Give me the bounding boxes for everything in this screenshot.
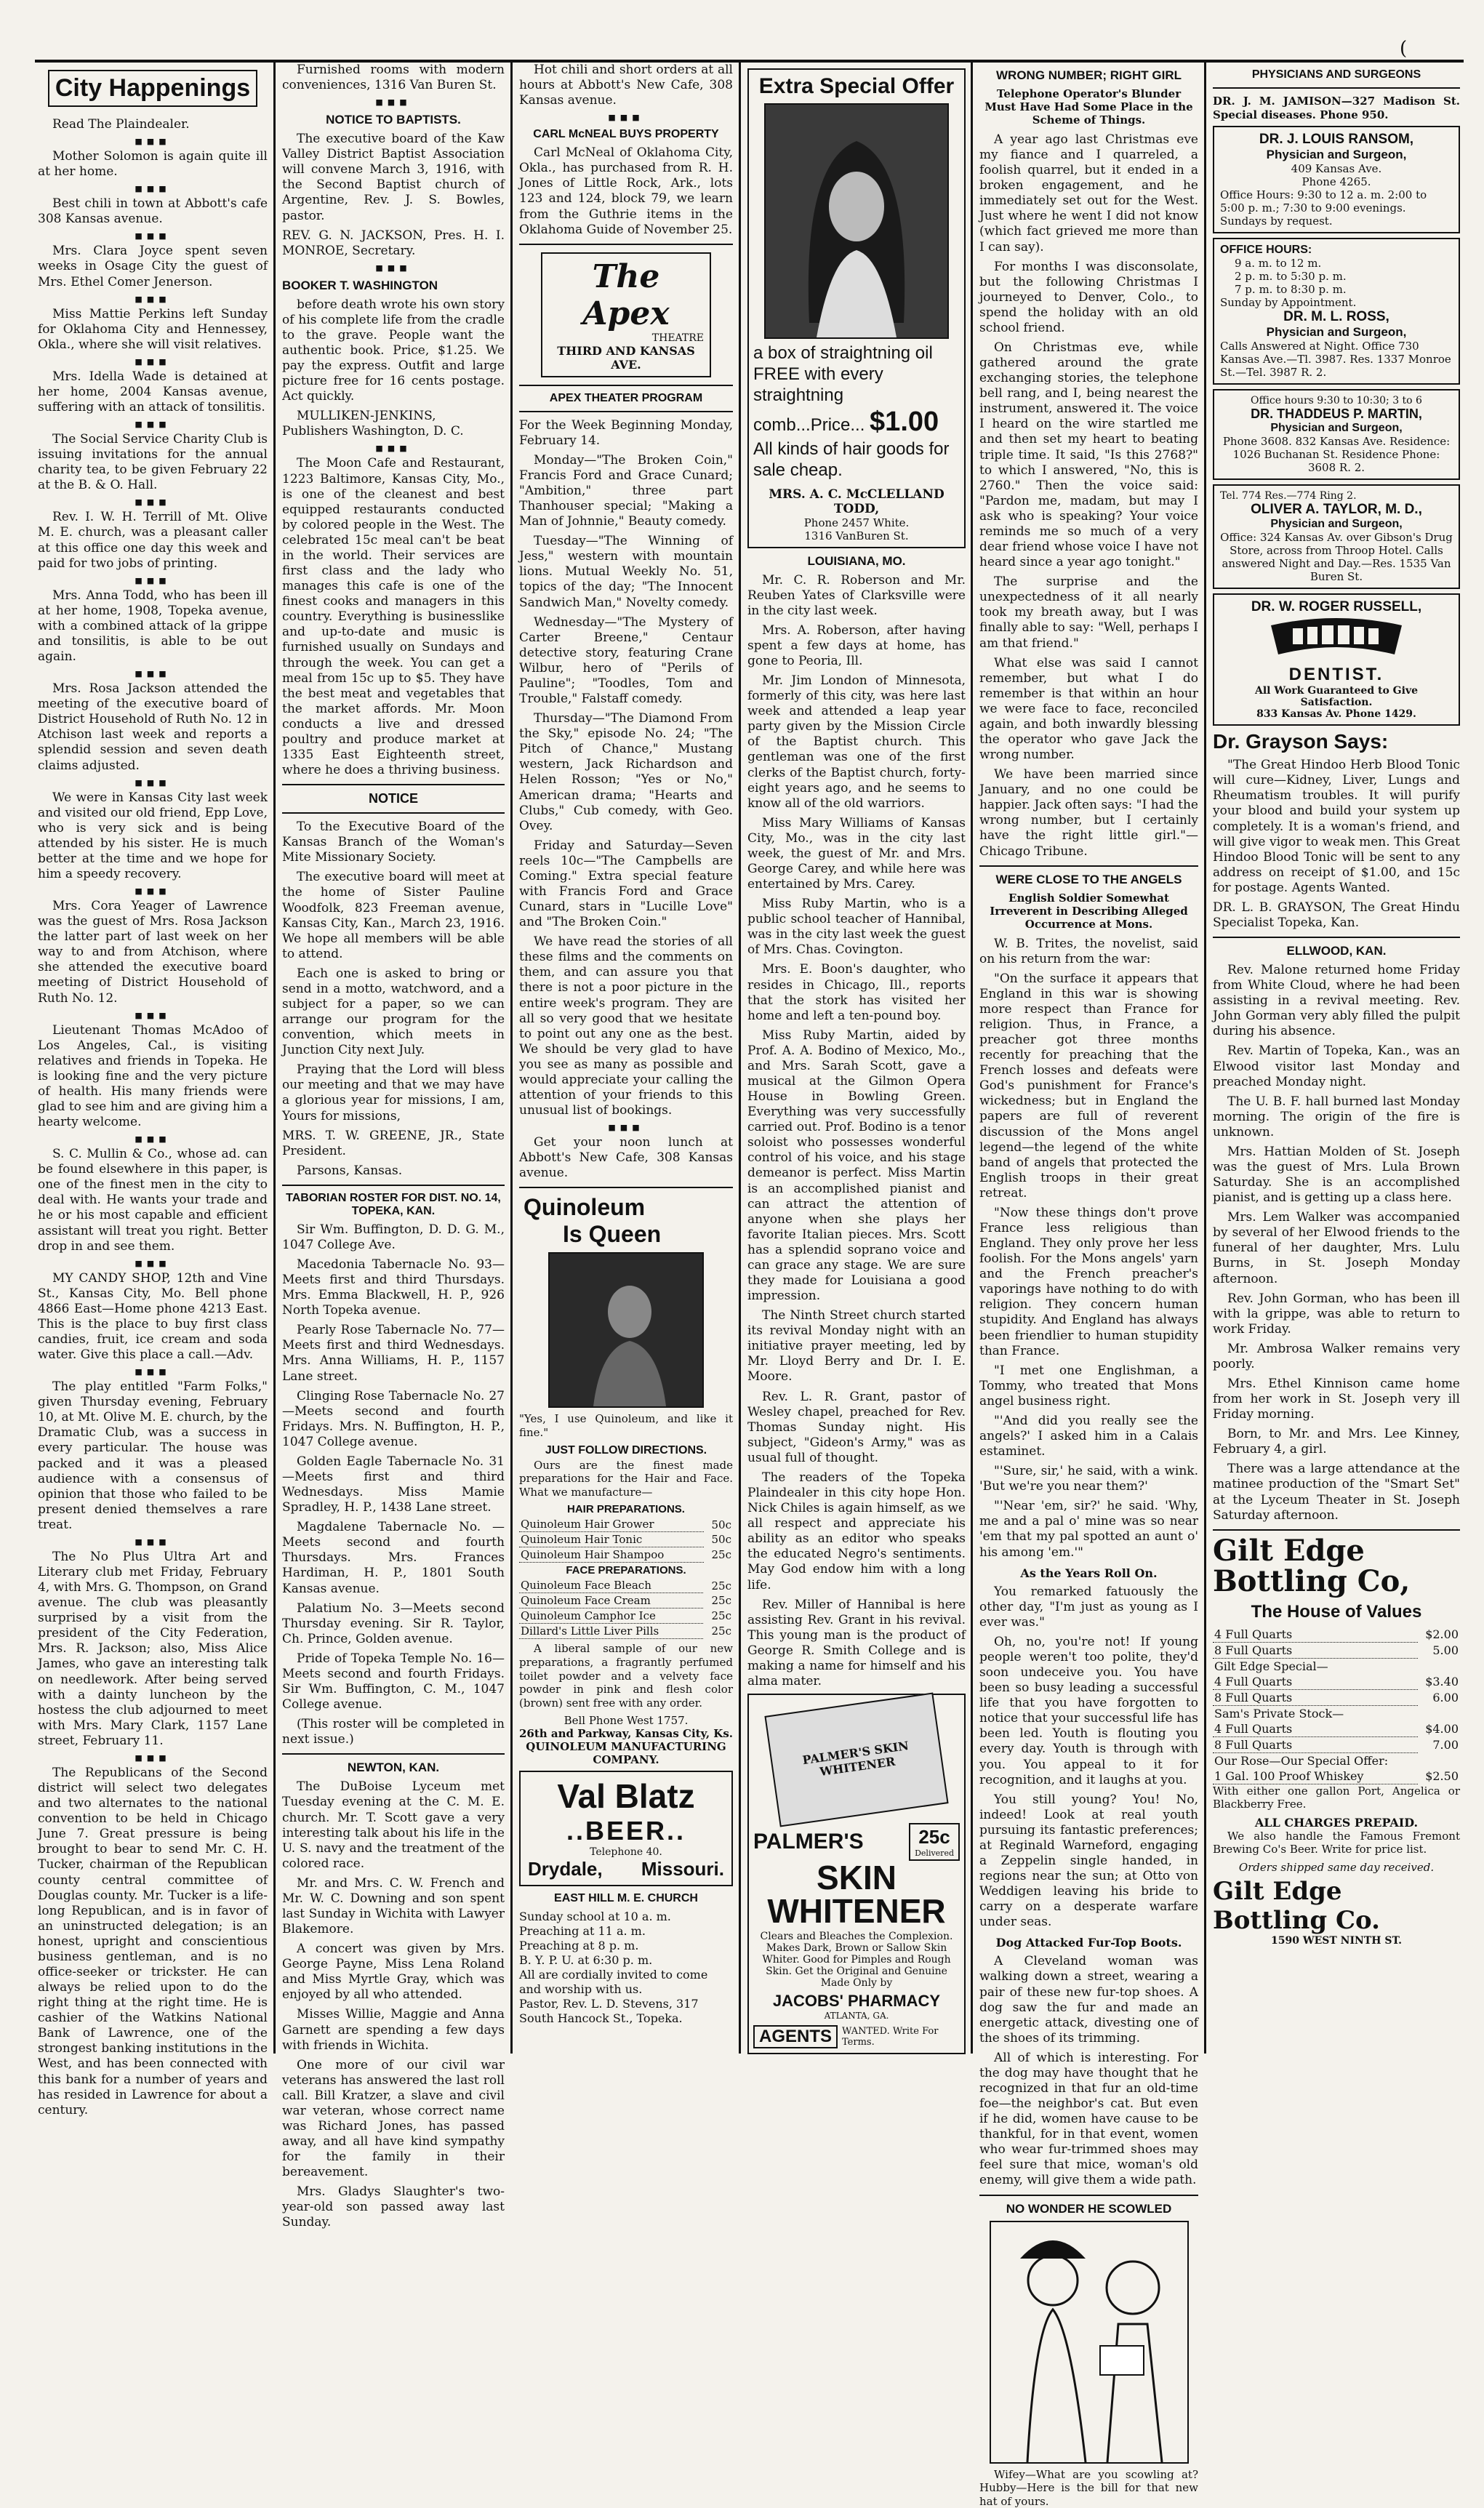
section-divider: ■■■ — [375, 97, 412, 108]
table-row: 4 Full Quarts $4.00 — [1214, 1721, 1459, 1736]
city-happenings-title-box — [48, 70, 257, 107]
quinoleum-title: Quinoleum — [524, 1194, 646, 1221]
quinoleum-portrait — [548, 1252, 704, 1408]
news-item: Mrs. Anna Todd, who has been ill at her home, 1908, Topeka avenue, with a combined attack of la grippe and tonsilitis, is able to be out again. — [38, 588, 268, 665]
news-item: We were in Kansas City last week and visited our old friend, Epp Love, who is very sick and is being attended by his sister. He is much better at the time and we hope for him a speedy recovery. — [38, 790, 268, 881]
notice-text: Praying that the Lord will bless our meeting and that we may have a glorious year for missions, I am, Yours for missions, — [282, 1062, 505, 1123]
angels-text: "On the surface it appears that England in this war is showing more respect than France for religion. Thus, in France, a preacher got three months recently for preaching that the French losses and defeats were God's punishment for France's wickedness; but in England the papers are full of reverent discussion of the Mons angel legend—the legend of the white band of angels that protected the English troops in their great retreat. — [979, 971, 1198, 1201]
divider-line — [1213, 937, 1460, 938]
section-divider: ■■■ — [608, 1123, 644, 1133]
wrong-number-heading: WRONG NUMBER; RIGHT GIRL — [996, 68, 1182, 82]
section-divider: ■■■ — [135, 356, 171, 366]
louisiana-item: Miss Ruby Martin, aided by Prof. A. A. Bodino of Mexico, Mo., and Mrs. Sarah Scott, gave a musical at the Gilmon Opera House in Bowling Green. Everything was very successfully carried out. Prof. Bodino is a tenor soloist who possesses wonderful control of his voice, and his stage demeanor is perfect. Miss Martin is an accomplished pianist and can attract the attention of anyone when she plays her favorite Italian pieces. Mrs. Scott has a splendid soprano voice and can grace any stage. We are sure they made for Louisiana a good impression. — [747, 1027, 966, 1304]
gilt-edge-ad — [1213, 1533, 1460, 1947]
notice-text: To the Executive Board of the Kansas Branch of the Woman's Mite Missionary Society. — [282, 820, 505, 865]
church-schedule: Sunday school at 10 a. m. Preaching at 11 a. m. Preaching at 8 p. m. B. Y. P. U. at 6:30 p. m. All are cordially invited to come and worship with us. Pastor, Rev. L. D. Stevens, 317 South Hancock St., Topeka. — [519, 1910, 708, 2026]
news-item: Read The Plaindealer. — [52, 117, 190, 132]
program-note: We have read the stories of all these films and the comments on them, and can assure you that there is not a poor picture in the entire week's program. They are all so very good that we hesitate to point out any one as the best. We should be very glad to have you see as many as possible and would appreciate your calling the attention of your friends to this unusual list of bookings. — [519, 934, 733, 1118]
gilt-price-table — [1213, 1627, 1460, 1784]
ellwood-item: Mrs. Lem Walker was accompanied by several of her Elwood friends to the funeral of her daughter, Mrs. Lulu Burns, in St. Joseph Monday afternoon. — [1213, 1210, 1460, 1286]
table-row: Quinoleum Camphor Ice 25c — [521, 1609, 731, 1623]
woman-portrait-icon — [766, 105, 947, 337]
drydale-text: Drydale, — [528, 1858, 603, 1880]
program-day: Monday—"The Broken Coin," Francis Ford and Grace Cunard; "Ambition," three part Thanhouser special; "Making a Man of Johnnie," Beauty comedy. — [519, 452, 733, 529]
newton-item: Mrs. Gladys Slaughter's two-year-old son passed away last Sunday. — [282, 2184, 505, 2230]
ross-name: DR. M. L. ROSS, — [1283, 309, 1389, 325]
quinoleum-subtitle: Is Queen — [563, 1221, 662, 1248]
ellwood-item: Mr. Ambrosa Walker remains very poorly. — [1213, 1341, 1460, 1371]
table-row: 8 Full Quarts 7.00 — [1214, 1737, 1459, 1752]
gilt-address: 1590 WEST NINTH ST. — [1271, 1935, 1402, 1947]
newton-item: Misses Willie, Maggie and Anna Garnett are spending a few days with friends in Wichita. — [282, 2007, 505, 2053]
louisiana-item: Mr. Jim London of Minnesota, formerly of this city, was here last week and attended a leap year party given by the Mission Circle of the Baptist church. This gentleman was one of the first clerks of the Baptist church, forty-eight years ago, and he seems to know all of the old warriors. — [747, 673, 966, 811]
wrong-number-text: What else was said I cannot remember, but what I do remember is that within an hour we were face to face, reconciled again, and both inwardly blessing the operator who gave Jack the wrong number. — [979, 655, 1198, 763]
ross-card: OFFICE HOURS: 9 a. m. to 12 m. 2 p. m. to 5:30 p. m. 7 p. m. to 8:30 p. m. Sunday by Appointment. DR. M. L. ROSS, Physician and Surgeon, Calls Answered at Night. Office 730 Kansas Ave.—Tl. 3987. Res. 1337 Monroe St.—Tel. 3987 R. 2. — [1213, 238, 1460, 385]
table-row: Our Rose—Our Special Offer: — [1214, 1753, 1389, 1768]
page-number: ( — [1400, 38, 1408, 60]
column-rule — [971, 63, 973, 2054]
val-blatz-title: Val Blatz — [557, 1777, 695, 1816]
ellwood-item: Rev. John Gorman, who has been ill with la grippe, was able to return to work Friday. — [1213, 1291, 1460, 1337]
news-item: Mrs. Clara Joyce spent seven weeks in Osage City the guest of Mrs. Ethel Comer Jenerson. — [38, 244, 268, 289]
dog-text: All of which is interesting. For the dog may have thought that he recognized in that fur an old-time foe—the neighbor's cat. But even if he did, women have cause to be thankful, for in that event, women who wear fur-trimmed shoes may feel sure that mice, woman's old enemy, will give them a wide path. — [979, 2050, 1198, 2188]
palmer-price-box — [909, 1823, 960, 1861]
section-divider: ■■■ — [135, 886, 171, 897]
divider-line — [1213, 1529, 1460, 1531]
taborian-entry: Sir Wm. Buffington, D. D. G. M., 1047 College Ave. — [282, 1222, 505, 1252]
val-blatz-telephone: Telephone 40. — [590, 1846, 662, 1859]
ross-hours-heading: OFFICE HOURS: — [1220, 244, 1312, 257]
martin-title: Physician and Surgeon, — [1270, 422, 1403, 435]
column-rule — [739, 63, 741, 2054]
offer-phone: Phone 2457 White. — [803, 516, 910, 529]
divider-line — [979, 865, 1198, 867]
newton-item: A concert was given by Mrs. George Payne, Miss Lena Roland and Miss Myrtle Gray, which was enjoyed by all who attended. — [282, 1942, 505, 2003]
table-row: Quinoleum Hair Shampoo 25c — [521, 1548, 731, 1562]
divider-line — [519, 385, 733, 386]
quinoleum-outro: A liberal sample of our new preparations, a fragrantly perfumed toilet powder and a velvety face powder in pink and flesh color (brown) sent free with any order. — [519, 1642, 733, 1710]
palmers-skin-whitener-ad — [747, 1694, 966, 2054]
section-divider: ■■■ — [375, 444, 412, 454]
table-row: Quinoleum Hair Tonic 50c — [521, 1533, 731, 1547]
newton-item: The DuBoise Lyceum met Tuesday evening at the C. M. E. church. Mr. T. Scott gave a very interesting talk about his life in the U. S. navy and the treatment of the colored race. — [282, 1779, 505, 1871]
agents-row — [753, 2025, 960, 2048]
table-row: 8 Full Quarts 5.00 — [1214, 1643, 1459, 1657]
gilt-agents: We also handle the Famous Fremont Brewing Co's Beer. Write for price list. — [1213, 1829, 1460, 1856]
notice-signature: MRS. T. W. GREENE, JR., State President. — [282, 1128, 505, 1158]
gilt-footer: Gilt Edge Bottling Co. — [1213, 1877, 1380, 1936]
section-divider: ■■■ — [135, 231, 171, 241]
palmer-city: ATLANTA, GA. — [824, 2011, 889, 2022]
ross-details: Calls Answered at Night. Office 730 Kansas Ave.—Tl. 3987. Res. 1337 Monroe St.—Tel. 3987 R. 2. — [1220, 340, 1451, 380]
years-text: You remarked fatuously the other day, "I'm just as young as I ever was." — [979, 1584, 1198, 1630]
divider-line — [979, 2195, 1198, 2196]
taylor-name: OLIVER A. TAYLOR, M. D., — [1251, 502, 1422, 518]
ransom-name: DR. J. LOUIS RANSOM, — [1259, 132, 1414, 148]
program-day: Thursday—"The Diamond From the Sky," episode No. 24; "The Pitch of Chance," Mustang western, Jack Richardson and Helen Rosson; "Yes or No," American drama; "Hearts and Clubs," Cub comedy, with Geo. Ovey. — [519, 711, 733, 833]
divider-line — [519, 244, 733, 245]
russell-address: 833 Kansas Av. Phone 1429. — [1256, 708, 1416, 721]
wrong-number-text: On Christmas eve, while gathered around the grate exchanging stories, the telephone bell rang, and I, being nearest the instrument, answered it. The voice I heard on the wire startled me and then set my heart to beating triple time. It said, "Is this 2768?" to which I answered, "No, this is 2760." Then the voice said: "Pardon me, madam, but may I ask who is speaking? Your voice reminds me so much of a very dear friend whose voice I have not heard since a year ago tonight." — [979, 340, 1198, 570]
table-row: Dillard's Little Liver Pills 25c — [521, 1624, 731, 1638]
program-day: Tuesday—"The Winning of Jess," western with mountain lions. Mutual Weekly No. 51, topics of the day; "The Innocent Sandwich Man," Novelty comedy. — [519, 534, 733, 610]
news-item: Miss Mattie Perkins left Sunday for Oklahoma City and Hennessey, Okla., where she will visit relatives. — [38, 306, 268, 352]
moon-cafe-text: The Moon Cafe and Restaurant, 1223 Baltimore, Kansas City, Mo., is one of the cleanest and best equipped restaurants conducted by colored people in the West. The celebrated 15c meal can't be beat in the world. Their services are first class and the lady who manages this cafe is one of the finest cooks and managers in this country. Everything is businesslike and up-to-date and music is furnished usually on Sundays and through the week. You can get a meal from 15c up to $5. They have the best meat and vegetables that the market affords. Mr. Moon conducts a live and dressed poultry and produce market at 1335 East Eighteenth street, where he does a thriving business. — [282, 456, 505, 778]
russell-title: DENTIST. — [1288, 665, 1384, 685]
dog-heading: Dog Attacked Fur-Top Boots. — [995, 1936, 1182, 1950]
quinoleum-phone: Bell Phone West 1757. — [563, 1714, 689, 1728]
gilt-orders: Orders shipped same day received. — [1238, 1861, 1435, 1875]
gilt-prepaid: ALL CHARGES PREPAID. — [1254, 1815, 1419, 1830]
table-row: 1 Gal. 100 Proof Whiskey $2.50 — [1214, 1768, 1459, 1783]
quinoleum-caption: "Yes, I use Quinoleum, and like it fine." — [519, 1412, 733, 1439]
taylor-title: Physician and Surgeon, — [1270, 518, 1403, 531]
physicians-heading: PHYSICIANS AND SURGEONS — [1251, 68, 1421, 81]
table-row: Sam's Private Stock— — [1214, 1706, 1344, 1720]
news-item: S. C. Mullin & Co., whose ad. can be found elsewhere in this paper, is one of the finest men in the city to deal with. He wants your trade and he or his most capable and efficient assistant will treat you right. Better drop in and see them. — [38, 1147, 268, 1254]
offer-price: $1.00 — [870, 406, 939, 438]
ellwood-item: Mrs. Hattian Molden of St. Joseph was the guest of Mrs. Lula Brown Saturday. She is an accomplished pianist, and is getting up a class here. — [1213, 1144, 1460, 1206]
table-row: Gilt Edge Special— — [1214, 1659, 1328, 1673]
hair-heading: HAIR PREPARATIONS. — [567, 1503, 685, 1516]
notice-text: Each one is asked to bring or send in a motto, watchword, and a subject for a paper, so we can arrange our program for the convention, which meets in Junction City next July. — [282, 966, 505, 1058]
offer-address: 1316 VanBuren St. — [804, 529, 909, 542]
news-item: MY CANDY SHOP, 12th and Vine St., Kansas City, Mo. Bell phone 4866 East—Home phone 4213 East. This is the place to buy first class candies, fruit, ice cream and soda water. Give this place a call.—Adv. — [38, 1270, 268, 1363]
news-item: The play entitled "Farm Folks," given Thursday evening, February 10, at Mt. Olive M. E. church, by the Dramatic Club, was a success in every particular. The house was packed and it was a pleased audience with a consensus of opinion that those who failed to be present denied themselves a rare treat. — [38, 1379, 268, 1532]
skin-title: SKIN — [817, 1859, 897, 1897]
angels-text: "I met one Englishman, a Tommy, who treated that Mons angel business right. — [979, 1363, 1198, 1409]
louisiana-item: Mrs. A. Roberson, after having spent a few days at home, has gone to Peoria, Ill. — [747, 622, 966, 668]
column-stories — [979, 63, 1198, 2508]
section-divider: ■■■ — [135, 1537, 171, 1547]
rooms-ad: Furnished rooms with modern conveniences, 1316 Van Buren St. — [282, 63, 505, 93]
louisiana-item: The Ninth Street church started its revival Monday night with an initiative prayer meeting, led by Mr. Lloyd Berry and Dr. I. E. Moore. — [747, 1308, 966, 1385]
scowled-caption: Wifey—What are you scowling at? Hubby—Here is the bill for that new hat of yours. — [979, 2467, 1198, 2508]
booker-heading: BOOKER T. WASHINGTON — [282, 278, 438, 292]
scowled-cartoon — [990, 2221, 1189, 2464]
program-day: Wednesday—"The Mystery of Carter Breene," Centaur detective story, featuring Crane Wilbur, hero of "Perils of Pauline"; "Toodles, Tom and Trouble," Falstaff comedy. — [519, 614, 733, 707]
notice-baptists-signature: REV. G. N. JACKSON, Pres. H. I. MONROE, Secretary. — [282, 228, 505, 258]
offer-text: a box of straightning oil FREE with every straightning comb...Price... — [753, 343, 933, 436]
years-text: You still young? You! No, indeed! Look at real youth pursuing its fantastic preferences; at Reginald Warneford, engaging a Zeppelin single handed, in regions near the sun; at Otto von Weddigen leaving his bride to carry on a desperate warfare under seas. — [979, 1792, 1198, 1930]
gilt-edge-title: Gilt Edge — [1213, 1533, 1365, 1568]
angels-text: "'Sure, sir,' he said, with a wink. 'But we're you near them?' — [979, 1464, 1198, 1494]
quinoleum-intro: Ours are the finest made preparations for the Hair and Face. What we manufacture— — [519, 1458, 733, 1499]
palmer-description: Clears and Bleaches the Complexion. Makes Dark, Brown or Sallow Skin Whiter. Good for Pimples and Rough Skin. Get the Original and Genuine Made Only by — [760, 1931, 953, 1990]
ellwood-heading: ELLWOOD, KAN. — [1286, 944, 1387, 958]
wrong-number-text: For months I was disconsolate, but the following Christmas I journeyed to Denver, Colo., to spend the holiday with an old school friend. — [979, 259, 1198, 335]
louisiana-heading: LOUISIANA, MO. — [807, 553, 906, 568]
divider-line — [519, 411, 733, 412]
notice-baptists-heading: NOTICE TO BAPTISTS. — [326, 113, 461, 127]
taylor-details: Office: 324 Kansas Av. over Gibson's Drug Store, across from Throop Hotel. Calls answered Night and Day.—Res. 1535 Van Buren St. — [1220, 531, 1453, 584]
ransom-hours: Office Hours: 9:30 to 12 a. m. 2:00 to 5:00 p. m.; 7:30 to 9:00 evenings. Sundays by request. — [1220, 188, 1427, 228]
wrong-number-text: A year ago last Christmas eve my fiance and I quarreled, a foolish quarrel, but it ended in a broken engagement, and he immediately set out for the West. Just where he went I did not know (which fact grieved me more than I can say). — [979, 132, 1198, 255]
quinoleum-address: 26th and Parkway, Kansas City, Ks. — [519, 1727, 734, 1741]
teeth-icon — [1264, 618, 1409, 662]
notice-text: The executive board will meet at the home of Sister Pauline Woodfolk, 823 Freeman avenue, Kansas City, Kan., March 23, 1916. We hope all members will be able to attend. — [282, 870, 505, 961]
agents-label: AGENTS — [753, 2025, 838, 2048]
notice-place: Parsons, Kansas. — [297, 1163, 403, 1178]
house-of-values: The House of Values — [1251, 1601, 1422, 1622]
taborian-entry: Golden Eagle Tabernacle No. 31—Meets first and third Wednesdays. Miss Mamie Spradley, H. P., 1438 Lane street. — [282, 1454, 505, 1515]
section-divider: ■■■ — [135, 294, 171, 304]
divider-line — [282, 1753, 505, 1755]
news-item: Lieutenant Thomas McAdoo of Los Angeles, Cal., is visiting relatives and friends in Topeka. He is looking fine and the very picture of health. His many friends were glad to see him and are giving him a hearty welcome. — [38, 1022, 268, 1130]
program-week: For the Week Beginning Monday, February 14. — [519, 417, 733, 448]
dog-text: A Cleveland woman was walking down a street, wearing a pair of these new fur-top shoes. A dog saw the fur and made an energetic attack, divesting one of the shoes of its trimming. — [979, 1954, 1198, 2046]
martin-hours: Office hours 9:30 to 10:30; 3 to 6 — [1251, 395, 1422, 407]
years-text: Oh, no, you're not! If young people weren't too polite, they'd soon undeceive you. You have been so busy leading a successful life that you have forgotten to notice that your successful life has been led. Youth is flouting you every day. Youth is through with you. You appeal to it for recognition, and it laughs at you. — [979, 1634, 1198, 1787]
palmer-maker: JACOBS' PHARMACY — [772, 1992, 941, 2011]
section-divider: ■■■ — [135, 1134, 171, 1145]
angels-text: "'And did you really see the angels?' I asked him in a Calais estaminet. — [979, 1413, 1198, 1459]
section-divider: ■■■ — [135, 137, 171, 147]
palmer-title: PALMER'S — [753, 1830, 864, 1854]
column-apex-quinoleum — [519, 63, 733, 2054]
palmer-price: 25c — [918, 1826, 950, 1848]
ransom-card — [1213, 126, 1460, 233]
taborian-entry: Magdalene Tabernacle No. —Meets second and fourth Thursdays. Mrs. Frances Hardiman, H. P., 1801 South Kansas avenue. — [282, 1520, 505, 1596]
angels-heading: WERE CLOSE TO THE ANGELS — [995, 872, 1182, 886]
angels-text: "'Near 'em, sir?' he said. 'Why, me and a pal o' mine was so near 'em that my pal spotted an aunt o' his among 'em.'" — [979, 1499, 1198, 1560]
agents-wanted: WANTED. Write For Terms. — [842, 2026, 939, 2048]
news-item: Mother Solomon is again quite ill at her home. — [38, 149, 268, 180]
scowled-heading: NO WONDER HE SCOWLED — [1006, 2201, 1172, 2216]
grayson-signature: DR. L. B. GRAYSON, The Great Hindu Specialist Topeka, Kan. — [1213, 900, 1460, 930]
ransom-phone: Phone 4265. — [1301, 175, 1371, 189]
drydale-line — [524, 1858, 729, 1880]
taborian-entry: Pride of Topeka Temple No. 16—Meets second and fourth Fridays. Sir Wm. Buffington, C. M., 1047 College avenue. — [282, 1651, 505, 1712]
palmer-title-row — [753, 1823, 960, 1861]
program-heading: APEX THEATER PROGRAM — [549, 391, 703, 404]
val-blatz-ad — [519, 1771, 733, 1886]
jamison-card: DR. J. M. JAMISON—327 Madison St. Special diseases. Phone 950. — [1213, 95, 1460, 121]
table-row: Quinoleum Face Bleach 25c — [521, 1579, 731, 1592]
face-price-table — [519, 1578, 733, 1639]
taborian-entry: Macedonia Tabernacle No. 93—Meets first and third Thursdays. Mrs. Emma Blackwell, H. P., 926 North Topeka avenue. — [282, 1257, 505, 1318]
martin-name: DR. THADDEUS P. MARTIN, — [1251, 406, 1422, 422]
wrong-number-text: We have been married since January, and no one could be happier. Jack often says: "I had the wrong number, but I certainly have the right little girl."—Chicago Tribune. — [979, 767, 1198, 859]
apex-logo-sub: THEATRE — [651, 332, 704, 344]
booker-text: before death wrote his own story of his complete life from the cradle to the grave. People want the authentic book. Price, $1.25. We pay the express. Outfit and large picture free for 16 cents postage. Act quickly. — [282, 297, 505, 404]
church-heading: EAST HILL M. E. CHURCH — [554, 1892, 698, 1905]
mcneal-text: Carl McNeal of Oklahoma City, Okla., has purchased from R. H. Jones of Little Rock, Ark., lots 123 and 124, block 79, we learn from the Guthrie items in the Oklahoma Guide of November 25. — [519, 145, 733, 237]
section-divider: ■■■ — [135, 777, 171, 788]
gilt-offer: With either one gallon Port, Angelica or Blackberry Free. — [1213, 1784, 1460, 1811]
column-special-offer — [747, 63, 966, 2054]
ellwood-item: Born, to Mr. and Mrs. Lee Kinney, February 4, a girl. — [1213, 1427, 1460, 1457]
news-item: Mrs. Cora Yeager of Lawrence was the guest of Mrs. Rosa Jackson the latter part of last week on her way to and from Atchison, where she attended the executive board meeting of District Household of Ruth No. 12. — [38, 899, 268, 1006]
apex-logo-text: The Apex — [582, 257, 670, 332]
table-row: 8 Full Quarts 6.00 — [1214, 1690, 1459, 1704]
ellwood-item: The U. B. F. hall burned last Monday morning. The origin of the fire is unknown. — [1213, 1094, 1460, 1139]
table-row: Quinoleum Hair Grower 50c — [521, 1518, 731, 1531]
taborian-entry: Clinging Rose Tabernacle No. 27—Meets second and fourth Fridays. Mrs. N. Buffington, H. P., 1047 College avenue. — [282, 1388, 505, 1449]
news-item: Best chili in town at Abbott's cafe 308 Kansas avenue. — [38, 196, 268, 227]
news-item: Mrs. Idella Wade is detained at her home, 2004 Kansas avenue, suffering with an attack of tonsilitis. — [38, 369, 268, 415]
news-item: The No Plus Ultra Art and Literary club met Friday, February 4, with Mrs. G. Thompson, on Grand avenue. The club was pleasantly surprised by a visit from the president of the City Federation, Mrs. R. Jackson; also, Miss Alice James, who gave an interesting talk on needlework. After being served with a dainty luncheon by the hostess the club adjourned to meet with Mrs. Mary Clark, 1157 Lane street, February 11. — [38, 1549, 268, 1748]
russell-sub: All Work Guaranteed to Give Satisfaction. — [1254, 685, 1418, 709]
ellwood-item: Rev. Malone returned home Friday from White Cloud, where he had been assisting in a revival meeting. Rev. John Gorman very ably filled the pulpit during his absence. — [1213, 963, 1460, 1039]
cartoon-couple-icon — [991, 2222, 1187, 2462]
louisiana-item: Rev. Miller of Hannibal is here assisting Rev. Grant in his revival. This young man is the product of George R. Smith College and is making a name for himself and his alma mater. — [747, 1597, 966, 1688]
ellwood-item: There was a large attendance at the matinee production of the "Smart Set" at the Lyceum Theater in St. Joseph Saturday afternoon. — [1213, 1462, 1460, 1523]
offer-line — [753, 343, 960, 439]
louisiana-item: Mrs. E. Boon's daughter, who resides in Chicago, Ill., reports that the stork has visited her home and left a ten-pound boy. — [747, 962, 966, 1023]
taborian-entry: Pearly Rose Tabernacle No. 77—Meets first and third Wednesdays. Mrs. Anna Williams, H. P., 1157 Lane street. — [282, 1323, 505, 1384]
section-divider: ■■■ — [135, 1010, 171, 1020]
wrong-number-subheading: Telephone Operator's Blunder Must Have Had Some Place in the Scheme of Things. — [984, 87, 1193, 127]
wrong-number-text: The surprise and the unexpectedness of it all nearly took my breath away, but I was finally able to say: "Well, perhaps I am that friend." — [979, 574, 1198, 651]
lunch-ad: Get your noon lunch at Abbott's New Cafe, 308 Kansas avenue. — [519, 1135, 733, 1181]
taylor-tel: Tel. 774 Res.—774 Ring 2. — [1220, 490, 1357, 502]
taborian-note: (This roster will be completed in next issue.) — [282, 1717, 505, 1747]
section-divider: ■■■ — [135, 184, 171, 194]
whitener-box-label: PALMER'S SKIN WHITENER — [801, 1738, 910, 1779]
divider-line — [282, 784, 505, 785]
hair-price-table — [519, 1517, 733, 1563]
grayson-text: "The Great Hindoo Herb Blood Tonic will cure—Kidney, Liver, Lungs and Rheumatism troubles. It will purify your blood and build your system up completely. It is a woman's friend, and will give vigor to weak men. This Great Hindoo Blood Tonic will be sent to any address on receipt of $1.00, and 15c for postage. Agents Wanted. — [1213, 758, 1460, 895]
column-physicians — [1213, 63, 1460, 2054]
section-divider: ■■■ — [135, 669, 171, 679]
column-rule — [273, 63, 276, 2054]
section-divider: ■■■ — [375, 263, 412, 273]
notice-heading: NOTICE — [368, 791, 418, 806]
louisiana-item: The readers of the Topeka Plaindealer in this city hope Hon. Nick Chiles is again himself, as we all respect and appreciate his ability as an editor who speaks the educated Negro's sentiments. May God endow him with a long life. — [747, 1470, 966, 1592]
beer-title: ..BEER.. — [566, 1816, 686, 1846]
newton-item: Mr. and Mrs. C. W. French and Mr. W. C. Downing and son spent last Sunday in Wichita with Lawyer Blakemore. — [282, 1875, 505, 1937]
city-happenings-title: City Happenings — [55, 74, 251, 102]
ransom-address: 409 Kansas Ave. — [1291, 162, 1382, 176]
face-heading: FACE PREPARATIONS. — [566, 1564, 686, 1577]
newton-heading: NEWTON, KAN. — [347, 1760, 440, 1775]
whitener-title: WHITENER — [767, 1892, 946, 1931]
ransom-title: Physician and Surgeon, — [1266, 148, 1407, 162]
column-notices — [282, 63, 505, 2230]
ellwood-item: Rev. Martin of Topeka, Kan., was an Elwood visitor last Monday and preached Monday night. — [1213, 1043, 1460, 1089]
ross-title: Physician and Surgeon, — [1266, 325, 1407, 340]
apex-theatre-logo — [541, 252, 711, 377]
extra-special-offer-ad — [747, 68, 966, 548]
offer-hair-goods: All kinds of hair goods for sale cheap. — [753, 438, 950, 480]
offer-name: MRS. A. C. McCLELLAND TODD, — [769, 486, 944, 516]
news-item: Rev. I. W. H. Terrill of Mt. Olive M. E. church, was a pleasant caller at this office one day this week and paid for two jobs of printing. — [38, 510, 268, 571]
divider-line — [519, 1187, 733, 1188]
column-rule — [510, 63, 513, 2054]
louisiana-item: Rev. L. R. Grant, pastor of Wesley chapel, preached for Rev. Thomas Sunday night. His subject, "Gideon's Army," was as usual full of thought. — [747, 1389, 966, 1465]
section-divider: ■■■ — [135, 1752, 171, 1763]
chili-ad: Hot chili and short orders at all hours at Abbott's New Cafe, 308 Kansas avenue. — [519, 63, 733, 108]
news-item: The Social Service Charity Club is issuing invitations for the annual charity tea, to be given February 22 at the B. & O. Hall. — [38, 432, 268, 493]
angels-text: "Now these things don't prove France less religious than England. They only prove her less foolish. For the Mons angels' yarn and the French preacher's vaporings have nothing to do with religion. They concern human stupidity. And England has always been friendlier to human stupidity than France. — [979, 1205, 1198, 1358]
booker-publisher: MULLIKEN-JENKINS, Publishers Washington, D. C. — [282, 409, 464, 439]
taborian-heading: TABORIAN ROSTER FOR DIST. NO. 14, TOPEKA, KAN. — [286, 1191, 501, 1217]
table-row: Quinoleum Face Cream 25c — [521, 1594, 731, 1608]
column-city-happenings — [38, 63, 268, 2118]
notice-baptists-text: The executive board of the Kaw Valley District Baptist Association will convene March 3, 1916, with the Second Baptist church of Argentine, Rev. J. S. Bowles, pastor. — [282, 132, 505, 223]
table-row: 4 Full Quarts $3.40 — [1214, 1674, 1459, 1688]
section-divider: ■■■ — [135, 575, 171, 585]
news-item: The Republicans of the Second district will select two delegates and two alternates to the national convention to be held in Chicago June 7. Great pressure is being brought to bear to send Mr. C. H. Tucker, chairman of the Republican county central committee of Douglas county. Mr. Tucker is a life-long Republican, and is in favor of an uninstructed delegation; is an honest, upright and conscientious business gentleman, and is no office-seeker or trickster. He can always be relied upon to do the right thing at the right time. He is cashier of the Watkins National Bank of Lawrence, one of the strongest banking institutions in the West, and has been connected with this bank for a number of years and has resided in Lawrence for about a century. — [38, 1765, 268, 2118]
taborian-entry: Palatium No. 3—Meets second Thursday evening. Sir R. Taylor, Ch. Prince, Golden avenue. — [282, 1600, 505, 1646]
martin-details: Phone 3608. 832 Kansas Ave. Residence: 1026 Buchanan St. Residence Phone: 3608 R. 2. — [1222, 435, 1451, 475]
city-happenings-items — [38, 117, 268, 2118]
quinoleum-company: QUINOLEUM MANUFACTURING COMPANY. — [526, 1740, 726, 1767]
table-row: 4 Full Quarts $2.00 — [1214, 1627, 1459, 1641]
russell-card — [1213, 593, 1460, 726]
angels-text: W. B. Trites, the novelist, said on his return from the war: — [979, 936, 1198, 966]
years-heading: As the Years Roll On. — [1020, 1566, 1158, 1580]
gilt-edge-subtitle: Bottling Co, — [1213, 1563, 1411, 1598]
ellwood-item: Mrs. Ethel Kinnison came home from her work in St. Joseph very ill Friday morning. — [1213, 1377, 1460, 1422]
mcneal-heading: CARL McNEAL BUYS PROPERTY — [533, 128, 719, 141]
section-divider: ■■■ — [135, 420, 171, 430]
section-divider: ■■■ — [135, 497, 171, 508]
section-divider: ■■■ — [135, 1367, 171, 1377]
portrait-silhouette-icon — [550, 1254, 702, 1406]
palmer-price-sub: Delivered — [915, 1848, 954, 1859]
apex-address: THIRD AND KANSAS AVE. — [557, 343, 695, 372]
quinoleum-directions: JUST FOLLOW DIRECTIONS. — [545, 1443, 707, 1457]
program-day: Friday and Saturday—Seven reels 10c—"The Campbells are Coming." Extra special feature with Francis Ford and Grace Cunard, stars in "Lucille Love" and "The Broken Coin." — [519, 838, 733, 930]
louisiana-item: Mr. C. R. Roberson and Mr. Reuben Yates of Clarksville were in the city last week. — [747, 572, 966, 618]
louisiana-item: Miss Mary Williams of Kansas City, Mo., was in the city last week, the guest of Mr. and Mrs. George Carey, and while here was entertained by Mrs. Carey. — [747, 815, 966, 892]
martin-card — [1213, 389, 1460, 480]
missouri-text: Missouri. — [641, 1858, 724, 1880]
divider-line — [282, 812, 505, 814]
section-divider: ■■■ — [135, 1258, 171, 1268]
whitener-box-illustration — [764, 1693, 948, 1827]
divider-line — [1213, 87, 1460, 89]
grayson-heading: Dr. Grayson Says: — [1213, 730, 1389, 753]
louisiana-item: Miss Ruby Martin, who is a public school teacher of Hannibal, was in the city last week the guest of Mrs. Chas. Covington. — [747, 897, 966, 958]
taylor-card — [1213, 484, 1460, 589]
offer-title: Extra Special Offer — [758, 74, 955, 98]
divider-line — [282, 1185, 505, 1186]
angels-subheading: English Soldier Somewhat Irreverent in Describing Alleged Occurrence at Mons. — [990, 891, 1188, 931]
offer-portrait — [764, 103, 949, 339]
section-divider: ■■■ — [608, 113, 644, 123]
newton-item: One more of our civil war veterans has answered the last roll call. Bill Kratzer, a slave and civil war veteran, whose correct name was Richard Jones, has passed away, and all have kind sympathy for the family in their bereavement. — [282, 2057, 505, 2180]
russell-name: DR. W. ROGER RUSSELL, — [1251, 599, 1422, 615]
column-rule — [1204, 63, 1206, 2054]
news-item: Mrs. Rosa Jackson attended the meeting of the executive board of District Household of Ruth No. 12 in Atchison last week and reports a splendid session and seven death claims adjusted. — [38, 681, 268, 773]
